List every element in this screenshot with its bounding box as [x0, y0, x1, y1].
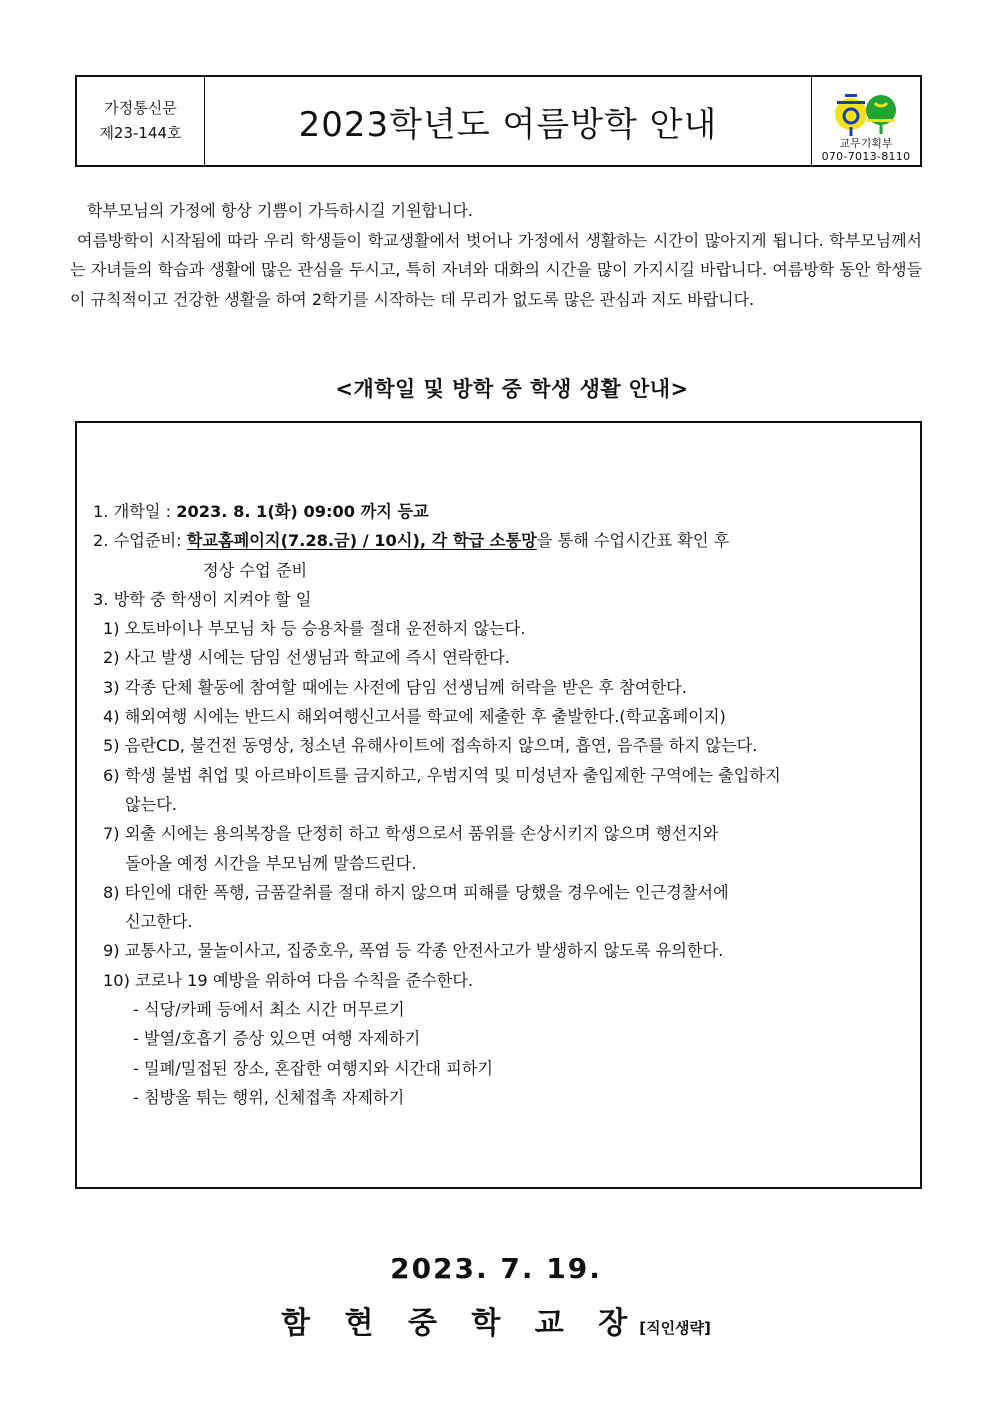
school-logo: [831, 91, 901, 137]
school-homepage-link[interactable]: 학교홈페이지(7.28.금) / 10시), 각 학급 소통망: [186, 531, 537, 551]
notice-number-cell: [77, 77, 205, 165]
item-class-prep: [93, 526, 853, 555]
notice-number: 제23-144호: [99, 124, 182, 142]
item-label: 1. 개학일 :: [93, 502, 177, 521]
rule-item: 8) 타인에 대한 폭행, 금품갈취를 절대 하지 않으며 피해를 당했을 경우에는 인근경찰서에: [103, 882, 729, 902]
greeting-paragraph: 학부모님의 가정에 항상 기쁨이 가득하시길 기원합니다.: [87, 201, 474, 220]
guidance-content: [93, 497, 853, 1112]
principal-signature: [0, 1298, 992, 1342]
rule-item: 10) 코로나 19 예방을 위하여 다음 수칙을 준수한다.: [103, 970, 474, 990]
rule-item: 2) 사고 발생 시에는 담임 선생님과 학교에 즉시 연락한다.: [103, 648, 510, 668]
section-title: <개학일 및 방학 중 학생 생활 안내>: [335, 377, 689, 401]
page-title: 2023학년도 여름방학 안내: [205, 77, 812, 165]
item-rules-heading: 3. 방학 중 학생이 지켜야 할 일: [93, 589, 312, 609]
intro-text: [70, 196, 922, 314]
rule-item: 1) 오토바이나 부모님 차 등 승용차를 절대 운전하지 않는다.: [103, 619, 526, 639]
intro-paragraph: 여름방학이 시작됨에 따라 우리 학생들이 학교생활에서 벗어나 가정에서 생활하는 시간이 많아지게 됩니다. 학부모님께서는 자녀들의 학습과 생활에 많은 관심을 두시고, 특히 자녀와 대화의 시간을 많이 가지시길 바랍니다. 여름방학 동안 학생들이 규칙적이고 건강한 생활을 하여 2학기를 시작하는 데 무리가 없도록 많은 관심과 지도 바랍니다.: [70, 230, 922, 309]
rule-item: 3) 각종 단체 활동에 참여할 때에는 사전에 담임 선생님께 허락을 받은 후 참여한다.: [103, 677, 687, 697]
rule-item: 4) 해외여행 시에는 반드시 해외여행신고서를 학교에 제출한 후 출발한다.(학교홈페이지): [103, 707, 726, 727]
rule-item: 9) 교통사고, 물놀이사고, 집중호우, 폭염 등 각종 안전사고가 발생하지 않도록 유의한다.: [103, 941, 724, 961]
item-reopening-date: [93, 497, 853, 526]
covid-rule-item: - 침방울 튀는 행위, 신체접촉 자제하기: [133, 1087, 405, 1107]
principal-name: 함 현 중 학 교 장: [281, 1306, 640, 1341]
item-text: 을 통해 수업시간표 확인 후: [536, 531, 730, 551]
issue-date: 2023. 7. 19.: [390, 1252, 602, 1285]
rule-item-continuation: 신고한다.: [125, 912, 193, 932]
rule-item-continuation: 돌아올 예정 시간을 부모님께 말씀드린다.: [125, 853, 417, 873]
item-label: 2. 수업준비:: [93, 531, 187, 551]
rule-item: 7) 외출 시에는 용의복장을 단정히 하고 학생으로서 품위를 손상시키지 않으며 행선지와: [103, 824, 719, 844]
school-logo-cell: [812, 77, 920, 165]
rule-item: 5) 음란CD, 불건전 동영상, 청소년 유해사이트에 접속하지 않으며, 흡연, 음주를 하지 않는다.: [103, 736, 758, 756]
notice-type: 가정통신문: [104, 99, 177, 117]
covid-rule-item: - 발열/호흡기 증상 있으면 여행 자제하기: [133, 1029, 421, 1049]
rule-item-continuation: 않는다.: [125, 794, 178, 814]
header-table: [75, 75, 922, 167]
covid-rule-item: - 밀폐/밀접된 장소, 혼잡한 여행지와 시간대 피하기: [133, 1058, 494, 1078]
reopening-date-value: 2023. 8. 1(화) 09:00 까지 등교: [176, 502, 429, 521]
department-phone: 070-7013-8110: [821, 150, 911, 163]
covid-rule-item: - 식당/카페 등에서 최소 시간 머무르기: [133, 1000, 405, 1020]
item-continuation: 정상 수업 준비: [203, 560, 308, 580]
rule-item: 6) 학생 불법 취업 및 아르바이트를 금지하고, 우범지역 및 미성년자 출입제한 구역에는 출입하지: [103, 765, 781, 785]
seal-note: [직인생략]: [639, 1319, 711, 1337]
department-name: 교무기획부: [839, 137, 893, 150]
